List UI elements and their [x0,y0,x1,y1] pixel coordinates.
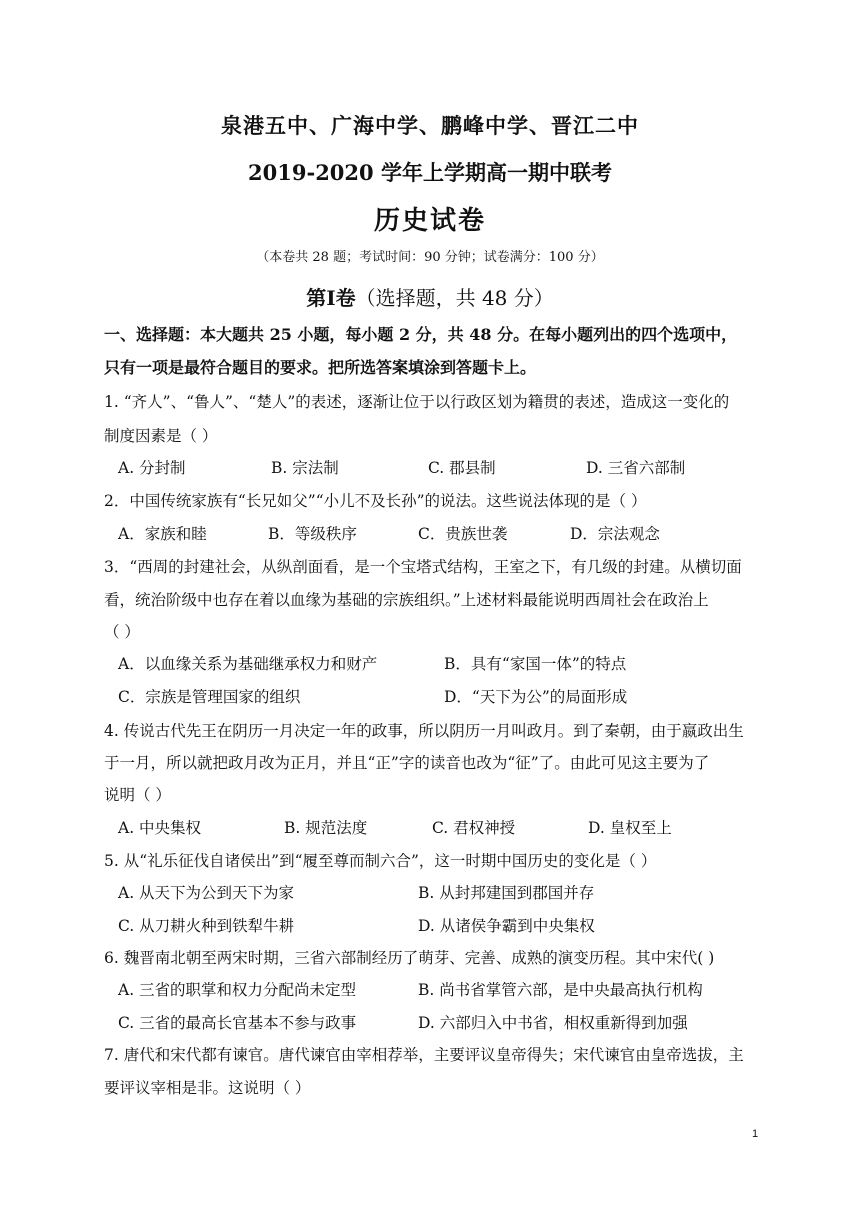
volume-heading [0,282,860,311]
question-2-option-b: B．等级秩序 [268,525,357,543]
question-1-option-d: D. 三省六部制 [586,459,686,477]
question-1-option-a: A. 分封制 [118,459,186,477]
question-1-option-b: B. 宗法制 [271,459,339,477]
exam-term-title: 2019-2020 学年上学期高一期中联考 [248,160,612,185]
question-5-option-a: A. 从天下为公到天下为家 [118,884,295,902]
question-4-line-2: 于一月，所以就把政月改为正月，并且“正”字的读音也改为“征”了。由此可见这主要为了 [104,754,710,772]
question-5-line-1: 5. 从“礼乐征伐自诸侯出”到“履至尊而制六合”，这一时期中国历史的变化是（ ） [104,852,657,870]
question-3-line-3: （ ） [104,623,140,641]
question-5-option-b: B. 从封邦建国到郡国并存 [418,884,595,902]
question-6-option-a: A. 三省的职掌和权力分配尚未定型 [118,981,357,999]
question-7-line-2: 要评议宰相是非。这说明（ ） [104,1079,311,1097]
question-3-line-2: 看，统治阶级中也存在着以血缘为基础的宗族组织。”上述材料最能说明西周社会在政治上 [104,591,709,609]
question-6-line-1: 6. 魏晋南北朝至两宋时期，三省六部制经历了萌芽、完善、成熟的演变历程。其中宋代( ) [104,949,715,967]
question-3-option-c: C．宗族是管理国家的组织 [118,688,301,706]
question-4-option-a: A. 中央集权 [118,819,202,837]
question-6-option-d: D. 六部归入中书省，相权重新得到加强 [418,1014,688,1032]
exam-info-note: （本卷共 28 题；考试时间：90 分钟；试卷满分：100 分） [256,250,604,265]
question-6-option-b: B. 尚书省掌管六部，是中央最高执行机构 [418,981,703,999]
question-3-line-1: 3．“西周的封建社会，从纵剖面看，是一个宝塔式结构，王室之下，有几级的封建。从横切面 [104,558,742,576]
page-number: 1 [752,1128,759,1140]
question-2-option-a: A．家族和睦 [118,525,207,543]
question-6-option-c: C. 三省的最高长官基本不参与政事 [118,1014,357,1032]
question-1-line-1: 1. “齐人”、“鲁人”、“楚人”的表述，逐渐让位于以行政区划为籍贯的表述，造成这一变化的 [104,393,730,411]
volume-subtitle: （选择题，共 48 分） [355,286,554,310]
question-5-option-d: D. 从诸侯争霸到中央集权 [418,917,595,935]
question-3-option-a: A．以血缘关系为基础继承权力和财产 [118,655,378,673]
exam-schools-title: 泉港五中、广海中学、鹏峰中学、晋江二中 [221,113,639,138]
question-4-option-d: D. 皇权至上 [588,819,672,837]
instructions-line-1: 一、选择题：本大题共 25 小题，每小题 2 分，共 48 分。在每小题列出的四个选项中， [104,325,738,344]
question-4-line-1: 4. 传说古代先王在阴历一月决定一年的政事，所以阴历一月叫政月。到了秦朝，由于嬴政出生 [104,722,744,740]
question-3-option-b: B．具有“家国一体”的特点 [444,655,627,673]
exam-subject-title: 历史试卷 [373,206,486,236]
question-4-line-3: 说明（ ） [104,786,171,804]
instructions-line-2: 只有一项是最符合题目的要求。把所选答案填涂到答题卡上。 [104,358,537,377]
question-3-option-d: D．“天下为公”的局面形成 [444,688,628,706]
question-2-option-d: D．宗法观念 [570,525,660,543]
question-1-option-c: C. 郡县制 [428,459,496,477]
question-5-option-c: C. 从刀耕火种到铁犁牛耕 [118,917,295,935]
question-2-option-c: C．贵族世袭 [418,525,508,543]
question-7-line-1: 7. 唐代和宋代都有谏官。唐代谏官由宰相荐举，主要评议皇帝得失；宋代谏官由皇帝选拔，主 [104,1046,744,1064]
question-2-line-1: 2．中国传统家族有“长兄如父”“小儿不及长孙”的说法。这些说法体现的是（ ） [104,492,647,510]
question-4-option-c: C. 君权神授 [432,819,516,837]
question-4-option-b: B. 规范法度 [284,819,368,837]
question-1-line-2: 制度因素是（ ） [104,427,218,445]
volume-title: 第Ⅰ卷 [306,286,356,310]
